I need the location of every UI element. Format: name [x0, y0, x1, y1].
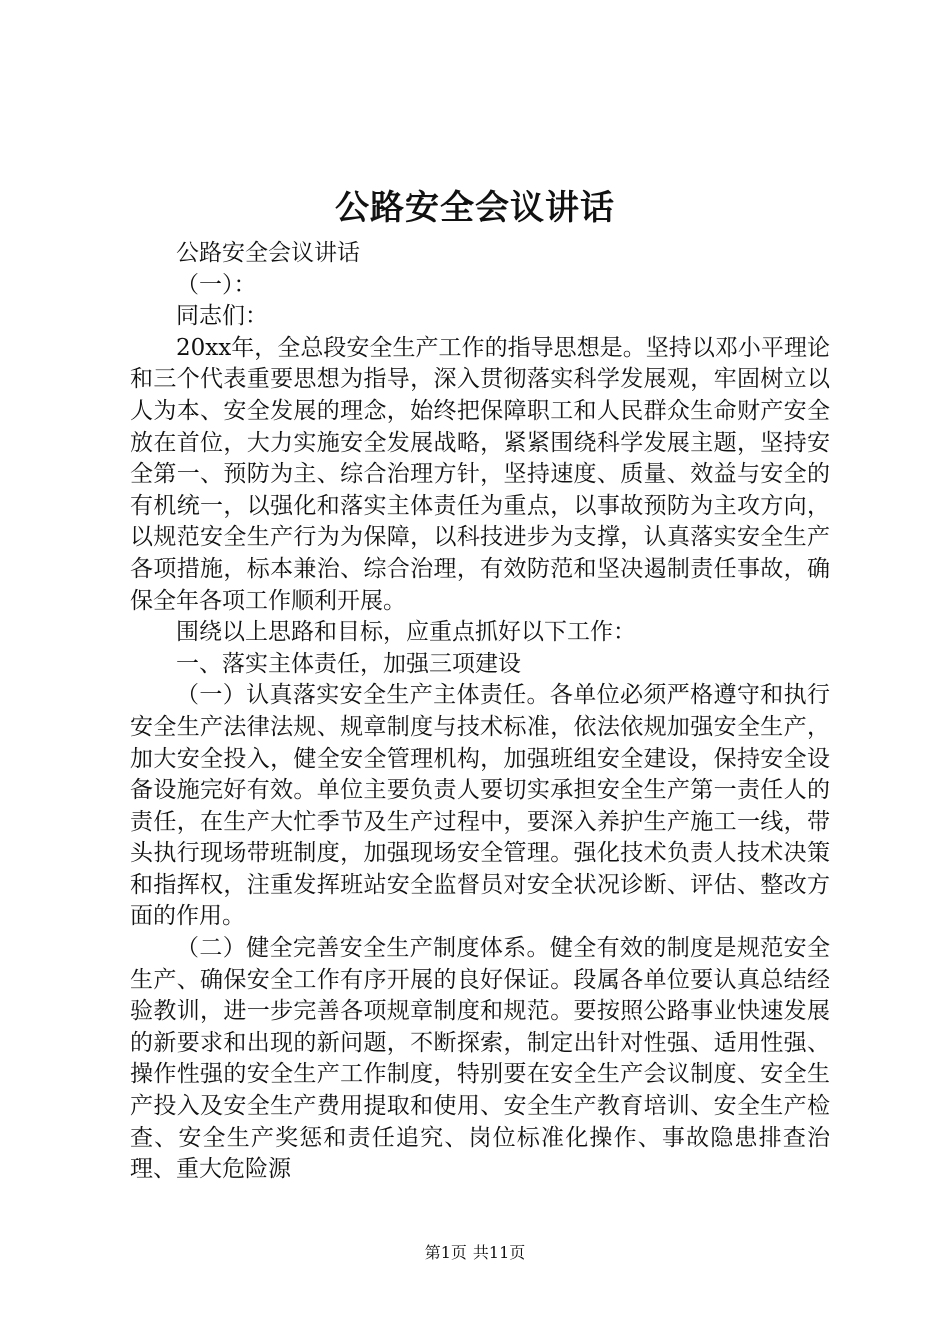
paragraph-section-label: （一）： — [176, 271, 257, 298]
document-body — [130, 238, 830, 1186]
document-title: 公路安全会议讲话 — [335, 188, 615, 228]
page-footer — [0, 1243, 950, 1263]
paragraph-subtitle: 公路安全会议讲话 — [176, 240, 360, 266]
paragraph-item-1: （一）认真落实安全生产主体责任。各单位必须严格遵守和执行安全生产法律法规、规章制度与技术标准，依法依规加强安全生产，加大安全投入，健全安全管理机构，加强班组安全建设，保持安全设备设施完好有效。单位主要负责人要切实承担安全生产第一责任人的责任，在生产大忙季节及生产过程中，要深入养护生产施工一线，带头执行现场带班制度，加强现场安全管理。强化技术负责人技术决策和指挥权，注重发挥班站安全监督员对安全状况诊断、评估、整改方面的作用。 — [130, 682, 830, 930]
paragraph-salutation: 同志们： — [176, 303, 268, 330]
section-heading-1: 一、落实主体责任，加强三项建设 — [176, 650, 521, 677]
paragraph-guiding-thought: 20xx年，全总段安全生产工作的指导思想是。坚持以邓小平理论和三个代表重要思想为指导，深入贯彻落实科学发展观，牢固树立以人为本、安全发展的理念，始终把保障职工和人民群众生命财产安全放在首位，大力实施安全发展战略，紧紧围绕科学发展主题，坚持安全第一、预防为主、综合治理方针，坚持速度、质量、效益与安全的有机统一，以强化和落实主体责任为重点，以事故预防为主攻方向，以规范安全生产行为为保障，以科技进步为支撑，认真落实安全生产各项措施，标本兼治、综合治理，有效防范和坚决遏制责任事故，确保全年各项工作顺利开展。 — [130, 334, 830, 614]
page-number: 第1页 — [424, 1243, 467, 1262]
page-total: 共11页 — [472, 1243, 526, 1262]
paragraph-item-2: （二）健全完善安全生产制度体系。健全有效的制度是规范安全生产、确保安全工作有序开展的良好保证。段属各单位要认真总结经验教训，进一步完善各项规章制度和规范。要按照公路事业快速发展的新要求和出现的新问题，不断探索，制定出针对性强、适用性强、操作性强的安全生产工作制度，特别要在安全生产会议制度、安全生产投入及安全生产费用提取和使用、安全生产教育培训、安全生产检查、安全生产奖惩和责任追究、岗位标准化操作、事故隐患排查治理、重大危险源 — [130, 935, 830, 1183]
paragraph-focus-intro: 围绕以上思路和目标，应重点抓好以下工作： — [176, 619, 636, 646]
